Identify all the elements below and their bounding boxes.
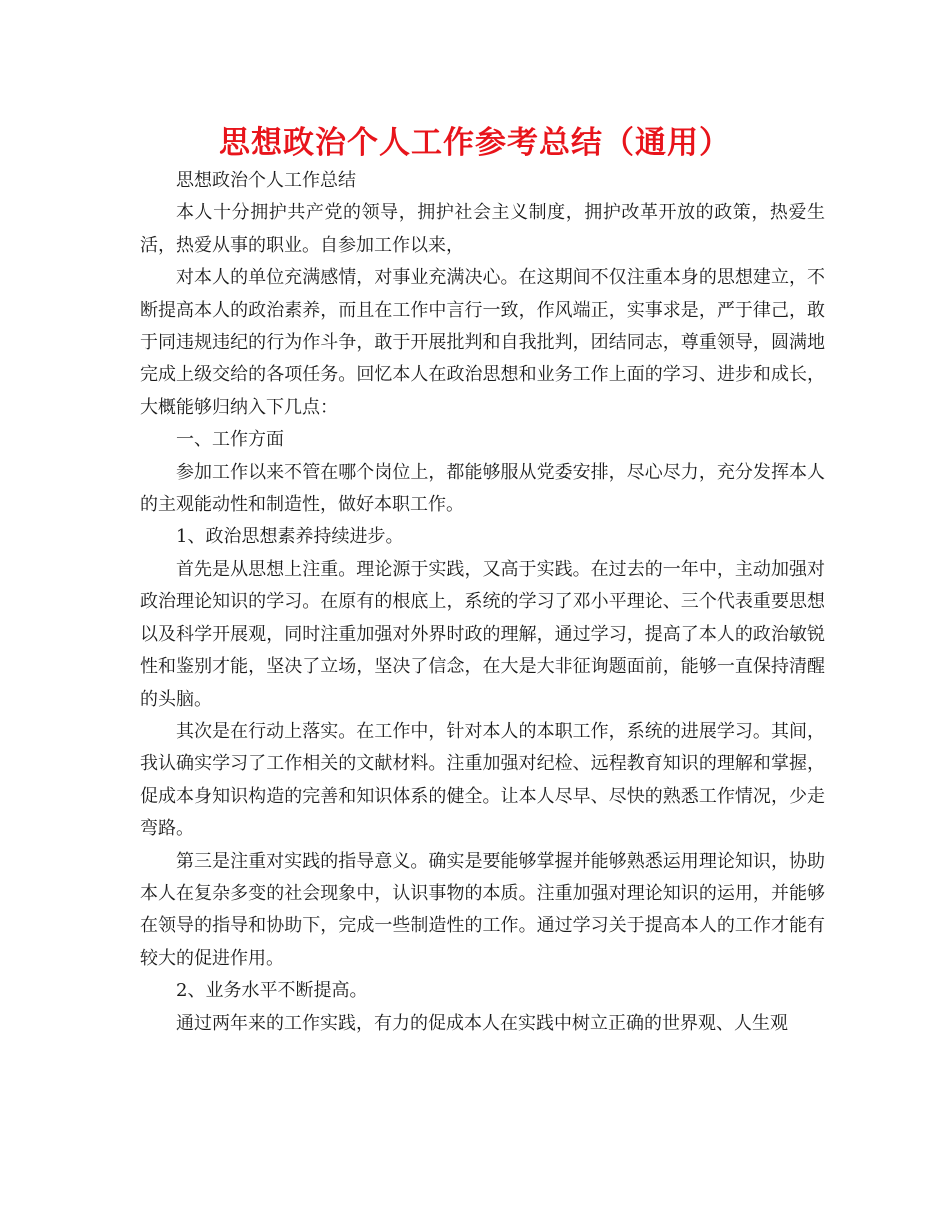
subtitle-paragraph: 思想政治个人工作总结 <box>176 170 356 191</box>
section-heading: 一、工作方面 <box>176 429 284 451</box>
body-paragraph: 其次是在行动上落实。在工作中，针对本人的本职工作，系统的进展学习。其间，我认确实学习了工作相关的文献材料。注重加强对纪检、远程教育知识的理解和掌握，促成本身知识构造的完善和知识体系的健全。让本人尽早、尽快的熟悉工作情况，少走弯路。 <box>140 720 825 840</box>
body-paragraph: 首先是从思想上注重。理论源于实践，又高于实践。在过去的一年中，主动加强对政治理论知识的学习。在原有的根底上，系统的学习了邓小平理论、三个代表重要思想以及科学开展观，同时注重加强对外界时政的理解，通过学习，提高了本人的政治敏锐性和鉴别才能，坚决了立场，坚决了信念，在大是大非征询题面前，能够一直保持清醒的头脑。 <box>140 558 825 710</box>
body-paragraph: 本人十分拥护共产党的领导，拥护社会主义制度，拥护改革开放的政策，热爱生活，热爱从事的职业。自参加工作以来， <box>140 202 825 256</box>
subsection-heading: 1、政治思想素养持续进步。 <box>176 526 404 548</box>
body-paragraph: 通过两年来的工作实践，有力的促成本人在实践中树立正确的世界观、人生观 <box>176 1012 788 1034</box>
document-title: 思想政治个人工作参考总结（通用） <box>219 125 731 161</box>
body-paragraph: 第三是注重对实践的指导意义。确实是要能够掌握并能够熟悉运用理论知识，协助本人在复杂多变的社会现象中，认识事物的本质。注重加强对理论知识的运用，并能够在领导的指导和协助下，完成一些制造性的工作。通过学习关于提高本人的工作才能有较大的促进作用。 <box>140 850 825 969</box>
body-paragraph: 对本人的单位充满感情，对事业充满决心。在这期间不仅注重本身的思想建立，不断提高本人的政治素养，而且在工作中言行一致，作风端正，实事求是，严于律己，敢于同违规违纪的行为作斗争，敢于开展批判和自我批判，团结同志，尊重领导，圆满地完成上级交给的各项任务。回忆本人在政治思想和业务工作上面的学习、进步和成长，大概能够归纳入下几点： <box>140 267 825 418</box>
subsection-heading: 2、业务水平不断提高。 <box>176 980 368 1002</box>
document-body <box>140 165 825 1040</box>
body-paragraph: 参加工作以来不管在哪个岗位上，都能够服从党委安排，尽心尽力，充分发挥本人的主观能动性和制造性，做好本职工作。 <box>140 461 825 516</box>
